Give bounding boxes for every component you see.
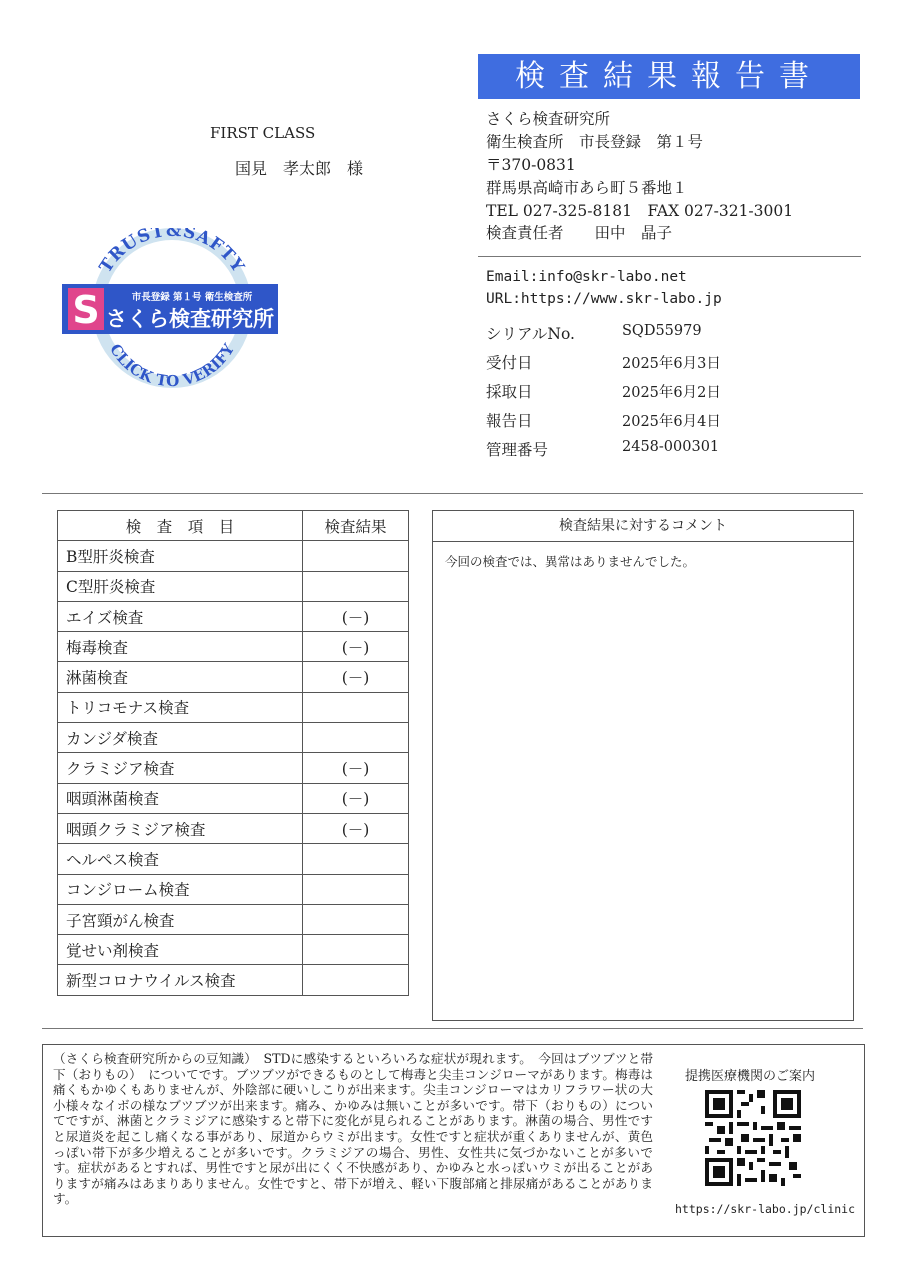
- table-row: [58, 783, 409, 813]
- header-test-item: 検 査 項 目: [58, 511, 303, 541]
- lab-manager: 検査責任者 田中 晶子: [486, 224, 673, 242]
- qr-code-icon[interactable]: [705, 1090, 801, 1186]
- lab-name: さくら検査研究所: [486, 110, 611, 128]
- test-item: エイズ検査: [58, 601, 303, 631]
- test-item: トリコモナス検査: [58, 692, 303, 722]
- test-item: 梅毒検査: [58, 632, 303, 662]
- lab-address: 群馬県高崎市あら町５番地１: [486, 179, 688, 197]
- test-result: [303, 965, 409, 995]
- lab-url[interactable]: URL:https://www.skr-labo.jp: [486, 291, 722, 307]
- test-item: 子宮頸がん検査: [58, 904, 303, 934]
- table-row: [58, 874, 409, 904]
- table-row: [58, 541, 409, 571]
- test-item: 新型コロナウイルス検査: [58, 965, 303, 995]
- table-row: [58, 753, 409, 783]
- table-row: [58, 692, 409, 722]
- header-test-result: 検査結果: [303, 511, 409, 541]
- comment-text: 今回の検査では、異常はありませんでした。: [445, 554, 696, 569]
- test-result: [303, 904, 409, 934]
- logo-main-text: さくら検査研究所: [106, 307, 274, 331]
- test-item: B型肝炎検査: [58, 541, 303, 571]
- test-result: [303, 935, 409, 965]
- trust-seal-icon: [62, 228, 282, 388]
- test-item: 咽頭淋菌検査: [58, 783, 303, 813]
- test-result: [303, 874, 409, 904]
- report-date-label: 報告日: [486, 412, 533, 430]
- patient-name: 国見 孝太郎 様: [235, 159, 364, 178]
- collected-date-value: 2025年6月2日: [622, 385, 721, 401]
- test-result: [303, 571, 409, 601]
- lab-postal-code: 〒370-0831: [486, 156, 576, 174]
- collected-date-label: 採取日: [486, 383, 533, 401]
- control-number-value: 2458-000301: [622, 439, 720, 455]
- control-number-label: 管理番号: [486, 441, 549, 459]
- table-row: [58, 813, 409, 843]
- table-row: [58, 723, 409, 753]
- test-item: C型肝炎検査: [58, 571, 303, 601]
- svg-text:CLICK TO VERIFY: [106, 341, 238, 388]
- svg-text:TRUST&SAFTY: [96, 228, 249, 277]
- test-item: コンジローム検査: [58, 874, 303, 904]
- comment-box: [432, 510, 854, 1021]
- table-row: [58, 571, 409, 601]
- test-result: (－): [303, 783, 409, 813]
- lab-email[interactable]: Email:info@skr-labo.net: [486, 269, 687, 285]
- lab-phone-fax: TEL 027-325-8181 FAX 027-321-3001: [486, 202, 794, 220]
- footer-box: [42, 1044, 865, 1237]
- test-result: [303, 541, 409, 571]
- test-results-table: [57, 510, 409, 996]
- serial-label: シリアルNo.: [486, 325, 575, 343]
- test-result: (－): [303, 662, 409, 692]
- report-date-value: 2025年6月4日: [622, 414, 721, 430]
- test-item: ヘルペス検査: [58, 844, 303, 874]
- table-row: [58, 904, 409, 934]
- test-item: 咽頭クラミジア検査: [58, 813, 303, 843]
- logo-sub-text: 市長登録 第１号 衛生検査所: [131, 292, 253, 303]
- received-date-value: 2025年6月3日: [622, 356, 721, 372]
- lab-registration: 衛生検査所 市長登録 第１号: [486, 133, 704, 151]
- test-result: [303, 723, 409, 753]
- table-row: [58, 662, 409, 692]
- received-date-label: 受付日: [486, 354, 533, 372]
- test-item: 淋菌検査: [58, 662, 303, 692]
- test-result: (－): [303, 753, 409, 783]
- divider: [42, 493, 863, 494]
- table-row: [58, 965, 409, 995]
- test-item: 覚せい剤検査: [58, 935, 303, 965]
- divider: [478, 256, 861, 257]
- table-row: [58, 601, 409, 631]
- partner-clinics-url[interactable]: https://skr-labo.jp/clinic: [675, 1202, 856, 1216]
- test-result: (－): [303, 813, 409, 843]
- test-result: [303, 692, 409, 722]
- table-row: [58, 935, 409, 965]
- logo-top-text: TRUST&SAFTY: [95, 228, 249, 277]
- logo-letter: S: [72, 288, 100, 332]
- report-title: 検査結果報告書: [478, 54, 860, 99]
- lab-logo[interactable]: [62, 228, 282, 388]
- divider: [42, 1028, 863, 1029]
- test-result: (－): [303, 632, 409, 662]
- test-result: [303, 844, 409, 874]
- partner-clinics-title: 提携医療機関のご案内: [685, 1069, 816, 1084]
- serial-value: SQD55979: [622, 323, 702, 339]
- comment-header: 検査結果に対するコメント: [433, 511, 853, 542]
- trivia-text: （さくら検査研究所からの豆知識） STDに感染するといろいろな症状が現れます。 今回はブツブツと帯下（おりもの） についてです。ブツブツができるものとして梅毒と尖圭コンジローマがあります。梅毒は痛くもかゆくもありませんが、外陰部に硬いしこりが出来ます。尖圭コンジローマはカリフラワー状の大小様々なイボの様なブツブツが出来ます。痛み、かゆみは無いことが多いです。帯下（おりもの）についてですが、淋菌とクラミジアに感染すると帯下に変化が見られることがあります。淋菌の場合、男性ですと尿道炎を起こし痛くなる事があり、尿道からウミが出ます。女性ですと症状が重くありませんが、黄色っぽい帯下が多少増えることが多いです。クラミジアの場合、男性、女性共に気づかないことが多いです。症状があるとすれば、男性ですと尿が出にくく不快感があり、かゆみと水っぽいウミが出ることがありますが痛みはあまりありません。女性ですと、帯下が増え、軽い下腹部痛と排尿痛があることがあります。: [53, 1051, 653, 1207]
- membership-class: FIRST CLASS: [210, 124, 316, 142]
- test-result: (－): [303, 601, 409, 631]
- table-row: [58, 844, 409, 874]
- table-header-row: [58, 511, 409, 541]
- logo-bottom-text: CLICK TO VERIFY: [106, 340, 238, 388]
- table-row: [58, 632, 409, 662]
- test-item: カンジダ検査: [58, 723, 303, 753]
- test-item: クラミジア検査: [58, 753, 303, 783]
